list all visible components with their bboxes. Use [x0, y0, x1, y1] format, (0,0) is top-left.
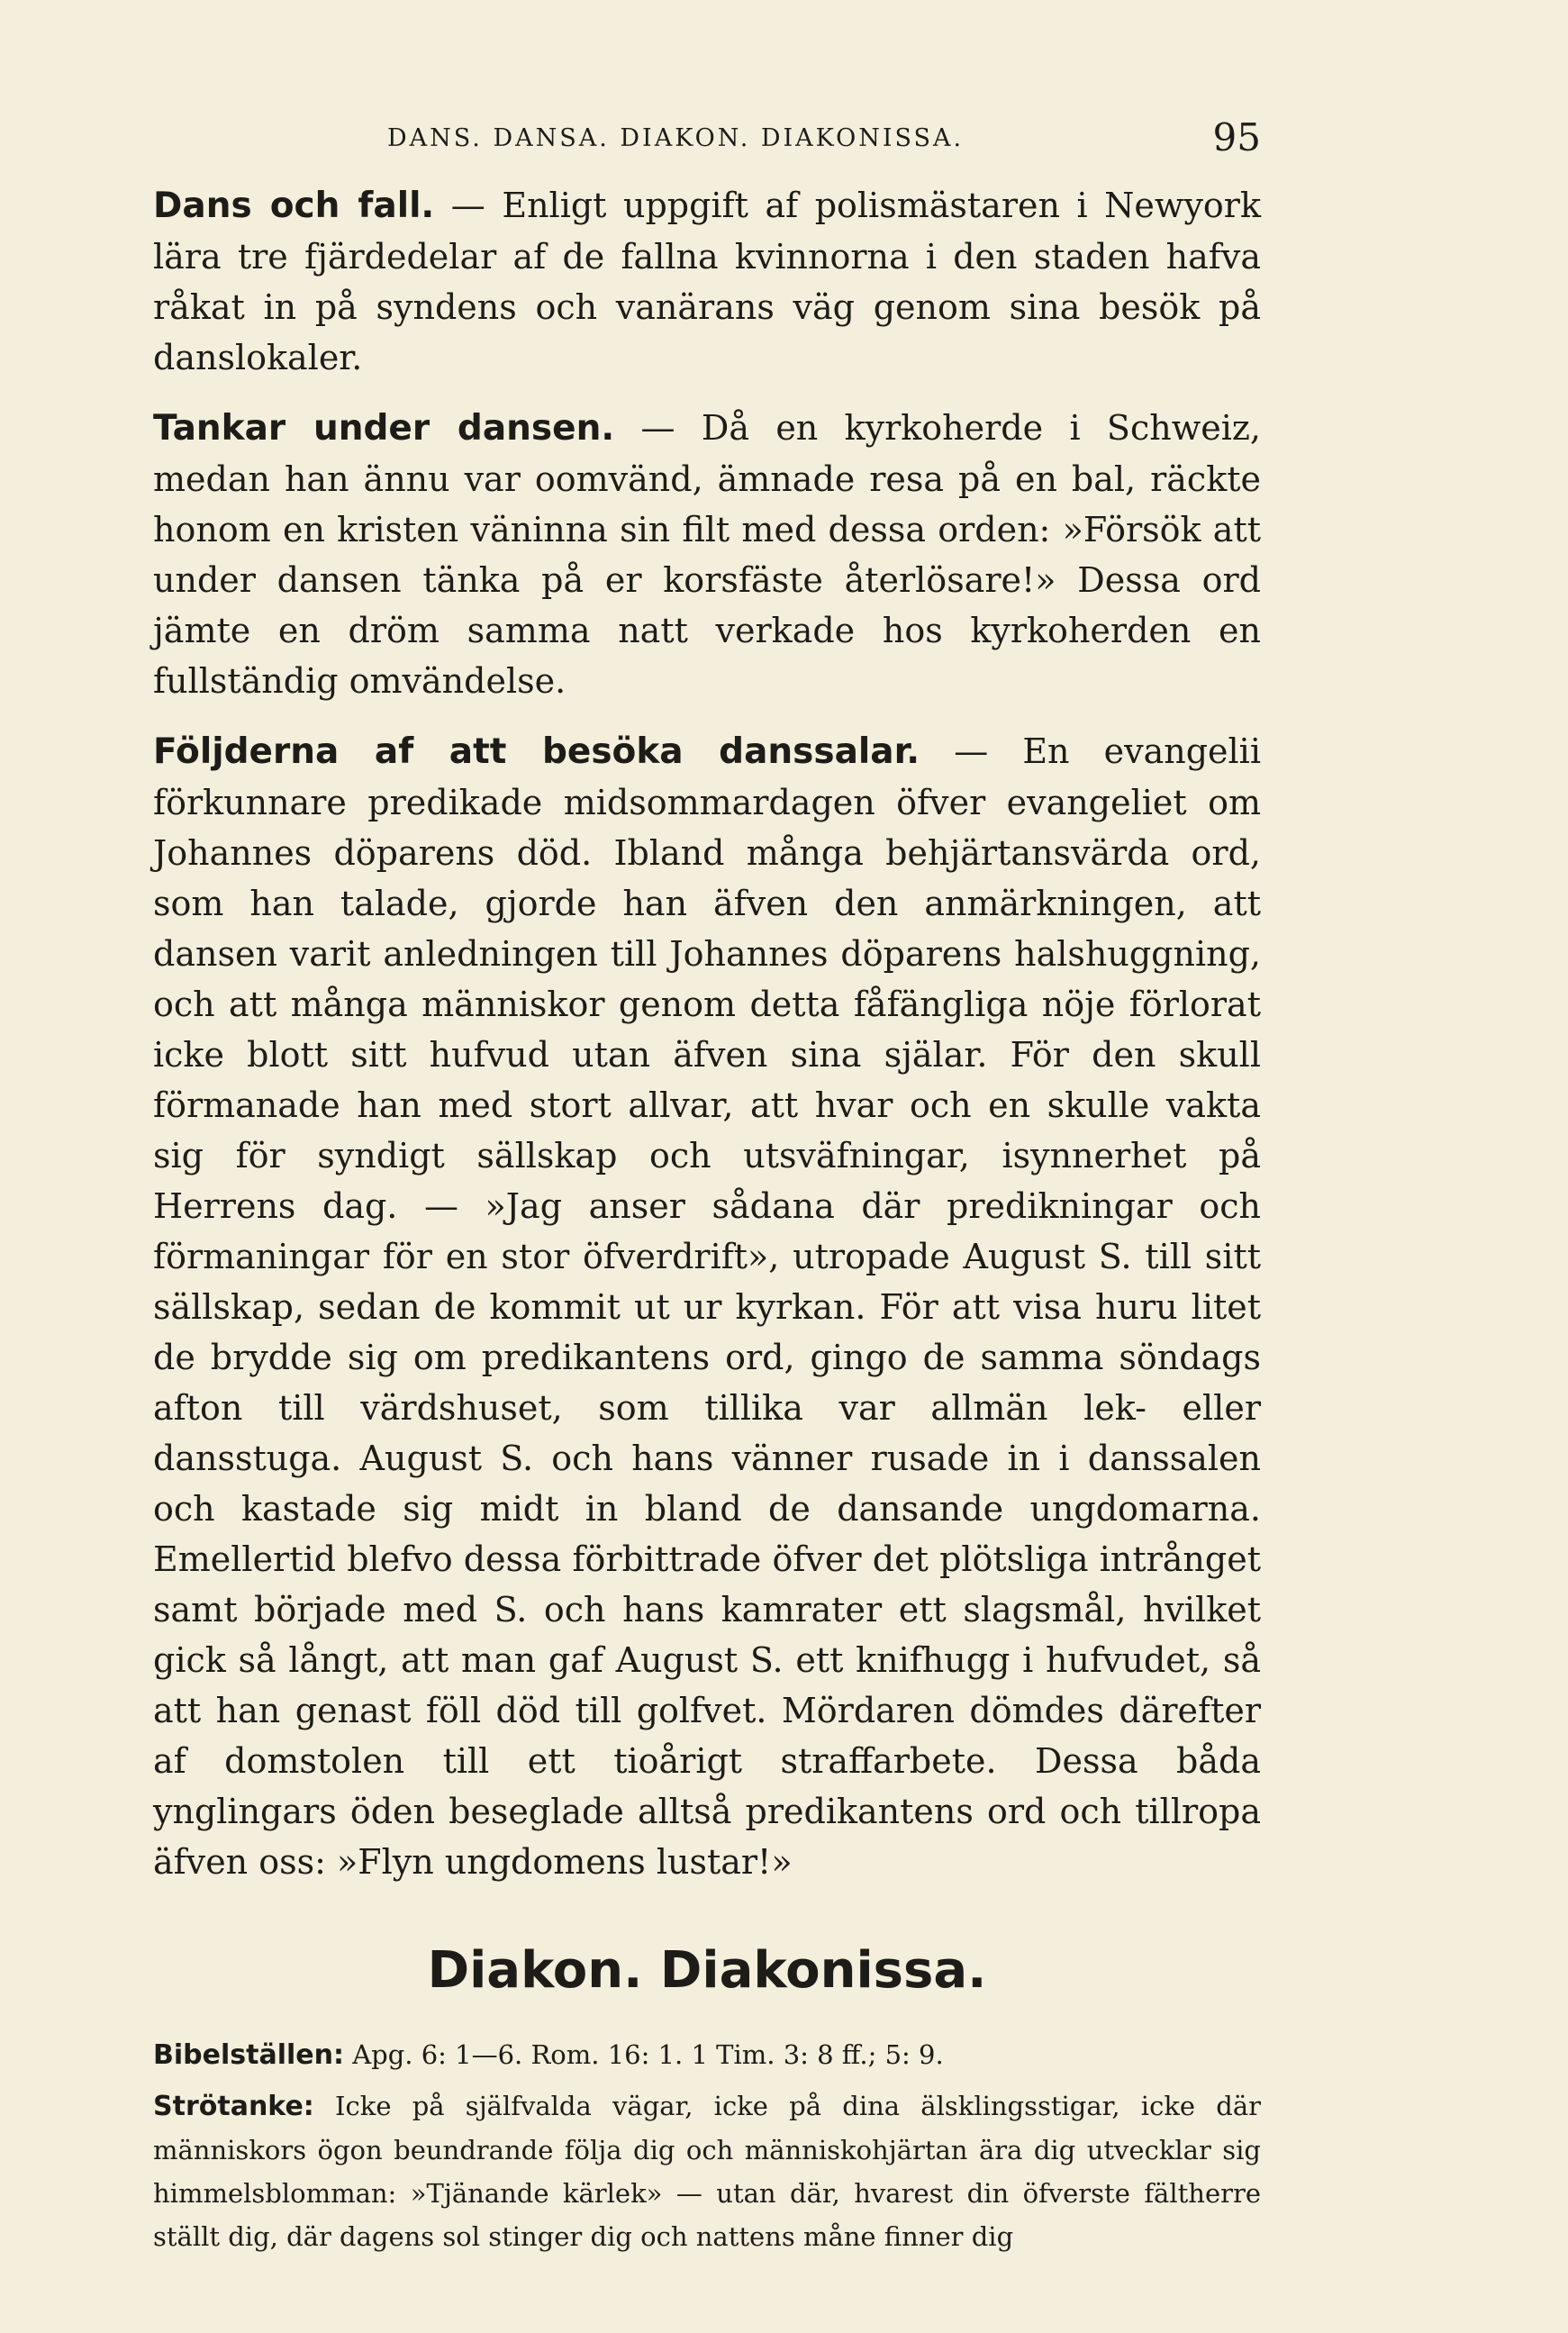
section-tankar-under-dansen	[153, 403, 1261, 706]
strotanke-text: Icke på själfvalda vägar, icke på dina älsklingsstigar, icke där människors ögon beundrande följa dig och människohjärtan ära dig utvecklar sig himmelsblomman: »Tjänande kärlek» — utan där, hvarest din öfverste fältherre ställt dig, där dagens sol stinger dig och nattens måne finner dig	[153, 2091, 1262, 2252]
running-head: DANS. DANSA. DIAKON. DIAKONISSA.	[387, 124, 965, 152]
bible-label: Bibelställen:	[153, 2039, 344, 2071]
page-header	[153, 115, 1261, 169]
section-text: — Enligt uppgift af polismästaren i Newyork lära tre fjärdedelar af de fallna kvinnorna i den staden hafva råkat in på syndens och vanärans väg genom sina besök på danslokaler.	[153, 186, 1261, 377]
strotanke	[153, 2084, 1261, 2258]
page-number: 95	[1212, 115, 1261, 159]
chapter-heading: Diakon. Diakonissa.	[427, 1941, 987, 2000]
bible-references	[153, 2033, 1261, 2077]
section-dans-och-fall	[153, 180, 1261, 383]
section-title: Tankar under dansen.	[153, 408, 615, 449]
body-text	[153, 180, 1261, 2265]
bible-text: Apg. 6: 1—6. Rom. 16: 1. 1 Tim. 3: 8 ff.; 5: 9.	[352, 2039, 944, 2070]
section-text: — Då en kyrkoherde i Schweiz, medan han ännu var oomvänd, ämnade resa på en bal, räckte honom en kristen väninna sin filt med dessa orden: »Försök att under dansen tänka på er korsfäste återlösare!» Dessa ord jämte en dröm samma natt verkade hos kyrkoherden en fullständig omvändelse.	[153, 408, 1261, 701]
section-title: Följderna af att besöka danssalar.	[153, 731, 920, 772]
section-foljderna	[153, 726, 1261, 1887]
strotanke-label: Strötanke:	[153, 2091, 314, 2122]
section-text: — En evangelii förkunnare predikade midsommardagen öfver evangeliet om Johannes döparens död. Ibland många behjärtansvärda ord, som han talade, gjorde han äfven den anmärkningen, att dansen varit anledningen till Johannes döparens halshuggning, och att många människor genom detta fåfängliga nöje förlorat icke blott sitt hufvud utan äfven sina själar. För den skull förmanade han med stort allvar, att hvar och en skulle vakta sig för syndigt sällskap och utsväfningar, isynnerhet på Herrens dag. — »Jag anser sådana där predikningar och förmaningar för en stor öfverdrift», utropade August S. till sitt sällskap, sedan de kommit ut ur kyrkan. För att visa huru litet de brydde sig om predikantens ord, gingo de samma söndags afton till värdshuset, som tillika var allmän lek- eller dansstuga. August S. och hans vänner rusade in i danssalen och kastade sig midt in bland de dansande ungdomarna. Emellertid blefvo dessa förbittrade öfver det plötsliga intrånget samt började med S. och hans kamrater ett slagsmål, hvilket gick så långt, att man gaf August S. ett knifhugg i hufvudet, så att han genast föll död till golfvet. Mördaren dömdes därefter af domstolen till ett tioårigt straffarbete. Dessa båda ynglingars öden beseglade alltså predikantens ord och tillropa äfven oss: »Flyn ungdomens lustar!»	[153, 731, 1261, 1882]
section-title: Dans och fall.	[153, 186, 435, 226]
